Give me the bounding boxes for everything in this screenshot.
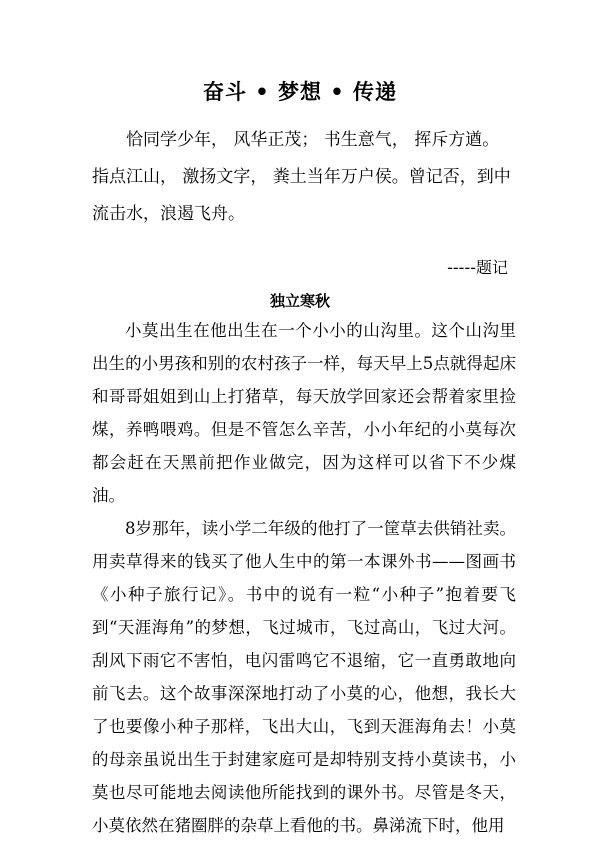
paragraph-1: 小莫出生在他出生在一个小小的山沟里。这个山沟里出生的小男孩和别的农村孩子一样，每天早上5点就得起床和哥哥姐姐到山上打猪草，每天放学回家还会帮着家里捡煤，养鸭喂鸡。但是不管怎么辛苦，小小年纪的小莫每次都会赶在天黑前把作业做完，因为这样可以省下不少煤油。 xyxy=(92,321,516,505)
article-body xyxy=(92,314,516,842)
poem-text: 恰同学少年， 风华正茂； 书生意气， 挥斥方遒。 指点江山， 激扬文字， 粪土当年万户侯。曾记否，到中流击水，浪遏飞舟。 xyxy=(92,130,511,224)
poem-block xyxy=(92,122,516,233)
paragraph-2: 8岁那年，读小学二年级的他打了一筐草去供销社卖。用卖草得来的钱买了他人生中的第一本课外书——图画书《小种子旅行记》。书中的说有一粒“小种子”抱着要飞到“天涯海角”的梦想，飞过城市，飞过高山，飞过大河。刮风下雨它不害怕，电闪雷鸣它不退缩，它一直勇敢地向前飞去。这个故事深深地打动了小莫的心，他想，我长大了也要像小种子那样，飞出大山，飞到天涯海角去！小莫的母亲虽说出生于封建家庭可是却特别支持小莫读书，小莫也尽可能地去阅读他所能找到的课外书。尽管是冬天，小莫依然在猪圈胖的杂草上看他的书。鼻涕流下时，他用 xyxy=(92,519,516,835)
section-title: 独立寒秋 xyxy=(269,292,330,310)
inscription: -----题记 xyxy=(447,258,508,277)
page-title: 奋斗 • 梦想 • 传递 xyxy=(202,80,398,104)
